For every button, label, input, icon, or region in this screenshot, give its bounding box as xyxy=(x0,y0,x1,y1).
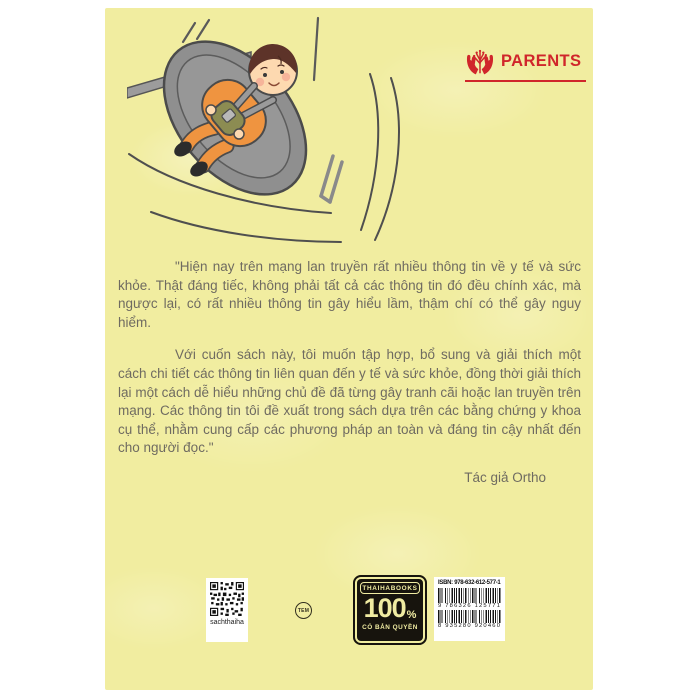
badge-percent-sign: % xyxy=(406,608,417,621)
car-seat-illustration xyxy=(127,16,405,244)
baby-hand xyxy=(234,129,244,139)
qr-code xyxy=(210,582,244,616)
barcode-2-digits: 8 935280 920460 xyxy=(438,623,502,629)
author-attribution: Tác giả Ortho xyxy=(464,470,546,485)
barcode-2 xyxy=(438,610,501,623)
parents-logo xyxy=(465,46,586,82)
hands-tree-icon xyxy=(465,46,495,76)
badge-copyright-text: CÓ BẢN QUYỀN xyxy=(362,623,418,631)
badge-publisher: THAIHABOOKS xyxy=(360,582,420,594)
brand-underline xyxy=(465,80,586,82)
baby-hand xyxy=(206,105,216,115)
quote-block xyxy=(118,258,581,472)
baby-car-seat-drawing xyxy=(127,16,405,244)
barcode-1 xyxy=(438,588,501,603)
window-reflection-line xyxy=(183,23,195,42)
back-cover xyxy=(105,8,593,690)
badge-number: 100 xyxy=(363,592,406,623)
window-reflection-line xyxy=(197,20,209,39)
badge-100-percent xyxy=(353,592,427,623)
car-pillar-line xyxy=(314,18,318,80)
tem-stamp: TEM xyxy=(295,602,312,619)
qr-caption: sachthaiha xyxy=(210,619,244,626)
barcode-1-digits: 9 786326 125771 xyxy=(438,602,502,609)
isbn-label: ISBN: 978-632-612-577-1 xyxy=(438,580,501,586)
barcode-panel xyxy=(434,577,505,641)
thaihabooks-copyright-badge xyxy=(353,575,427,645)
brand-name: PARENTS xyxy=(501,51,582,70)
seat-support-leg xyxy=(321,156,342,202)
quote-paragraph-2: Với cuốn sách này, tôi muốn tập hợp, bổ sung và giải thích một cách chi tiết các thông tin liên quan đến y tế và sức khỏe, đồng thời giải thích lại một cách dễ hiểu những chủ đề đã từng gây tranh cãi hoặc lan truyền trên mạng. Các thông tin tôi đề xuất trong sách dựa trên các bằng chứng y khoa cụ thể, nhằm cung cấp các phương pháp an toàn và đáng tin cậy nhất đến cho người đọc." xyxy=(118,347,581,456)
quote-paragraph-1: "Hiện nay trên mạng lan truyền rất nhiều thông tin về y tế và sức khỏe. Thật đáng tiếc, không phải tất cả các thông tin đó đều chính xác, mà ngược lại, có rất nhiều thông tin gây hiểu lầm, thậm chí có thể gây nguy hiểm. xyxy=(118,259,581,330)
qr-code-panel xyxy=(206,578,248,642)
